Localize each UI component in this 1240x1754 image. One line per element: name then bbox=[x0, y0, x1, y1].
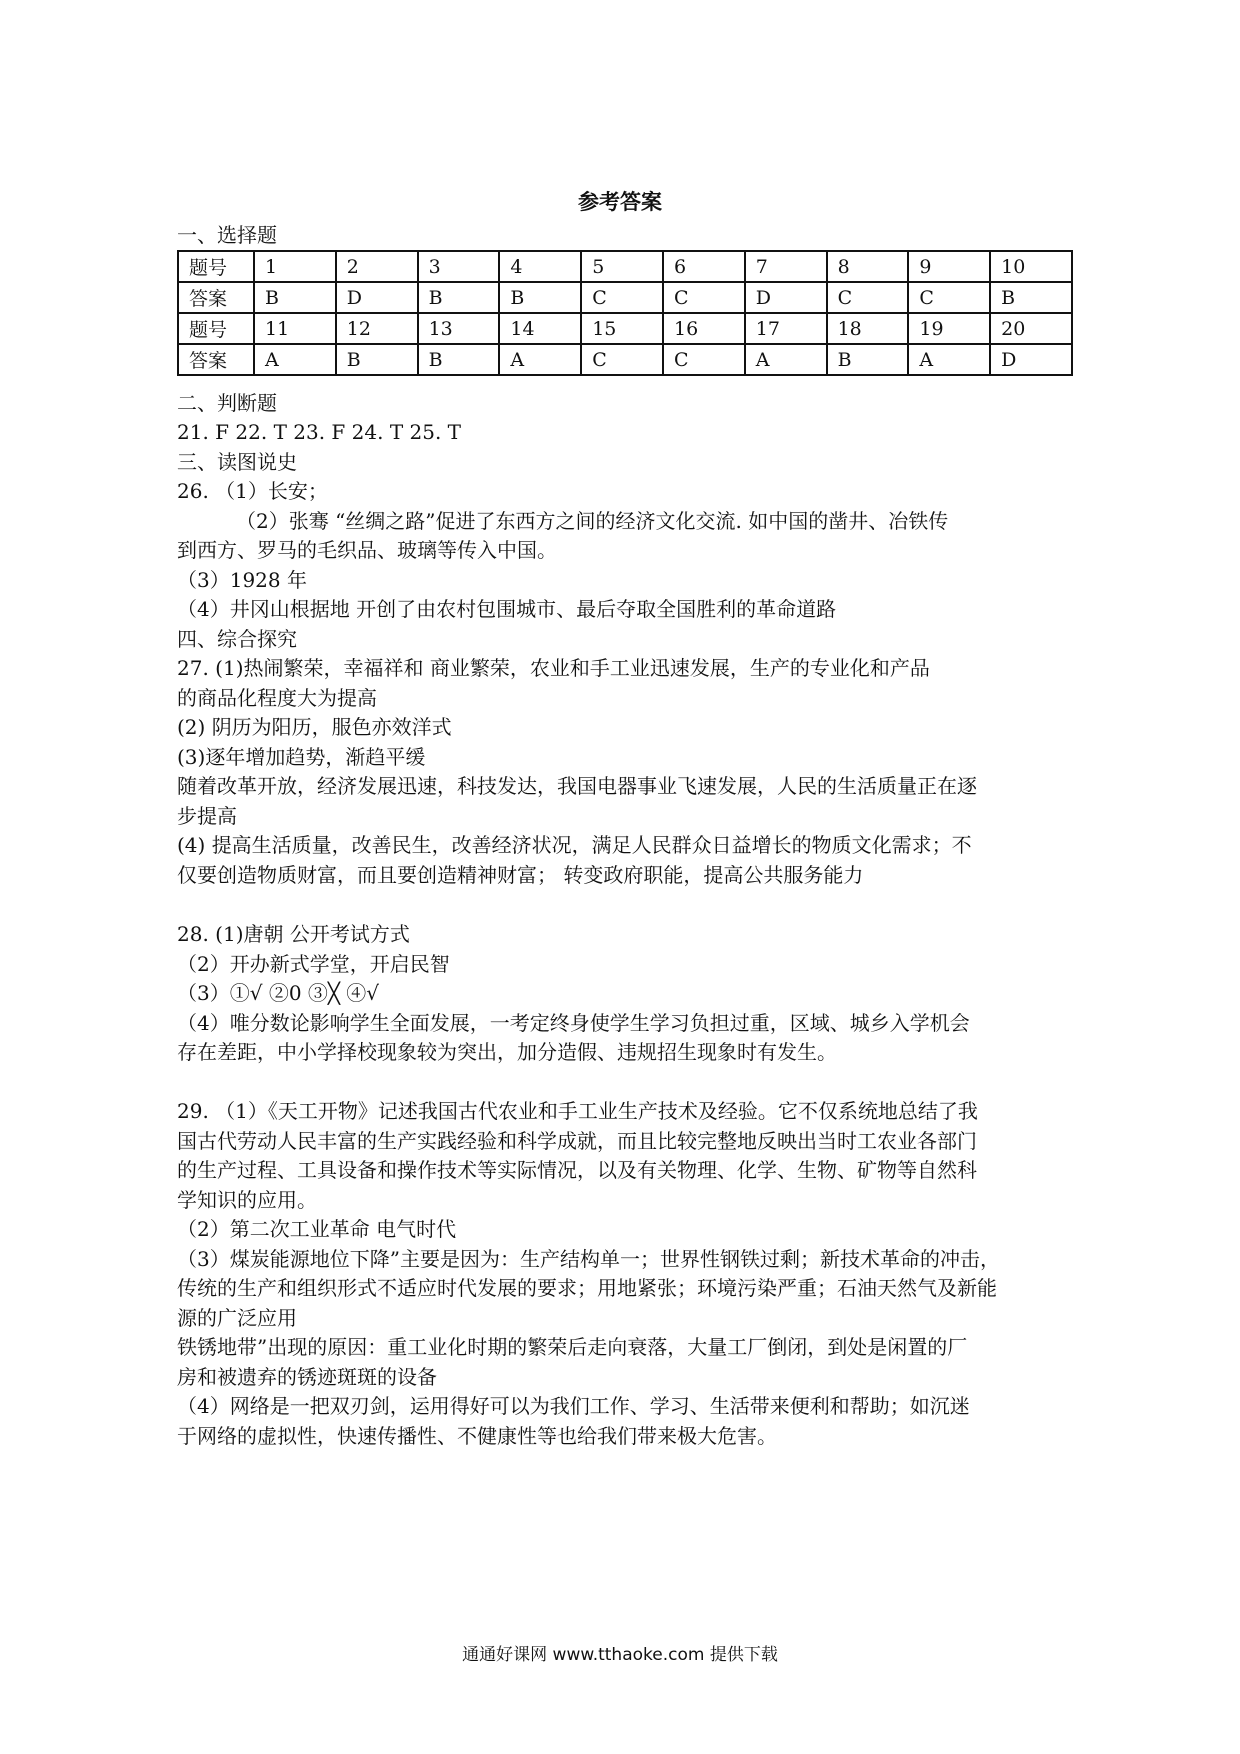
text-line: （3）1928 年 bbox=[177, 568, 307, 592]
table-cell: 13 bbox=[418, 313, 500, 344]
table-cell: 3 bbox=[418, 251, 500, 282]
table-row-label: 答案 bbox=[178, 282, 254, 313]
table-cell: 7 bbox=[745, 251, 827, 282]
table-cell: 14 bbox=[499, 313, 581, 344]
table-cell: A bbox=[745, 344, 827, 375]
table-cell: D bbox=[745, 282, 827, 313]
table-row-label: 题号 bbox=[178, 251, 254, 282]
text-line: 21. F 22. T 23. F 24. T 25. T bbox=[177, 420, 462, 444]
text-line: 的商品化程度大为提高 bbox=[177, 686, 377, 710]
text-line: 铁锈地带”出现的原因：重工业化时期的繁荣后走向衰落，大量工厂倒闭，到处是闲置的厂 bbox=[177, 1335, 968, 1359]
table-cell: B bbox=[418, 344, 500, 375]
text-line: 到西方、罗马的毛织品、玻璃等传入中国。 bbox=[177, 538, 557, 562]
table-cell: A bbox=[254, 344, 336, 375]
text-line: 27. (1)热闹繁荣，幸福祥和 商业繁荣，农业和手工业迅速发展，生产的专业化和产品 bbox=[177, 656, 930, 680]
table-cell: B bbox=[827, 344, 909, 375]
table-cell: A bbox=[499, 344, 581, 375]
table-cell: 19 bbox=[908, 313, 990, 344]
text-line: 29. （1）《天工开物》记述我国古代农业和手工业生产技术及经验。它不仅系统地总结了我 bbox=[177, 1099, 978, 1123]
text-line: （4）唯分数论影响学生全面发展，一考定终身使学生学习负担过重，区域、城乡入学机会 bbox=[177, 1011, 970, 1035]
text-line: 26. （1）长安； bbox=[177, 479, 328, 503]
table-row-label: 答案 bbox=[178, 344, 254, 375]
text-line: （3）①√ ②0 ③╳ ④√ bbox=[177, 981, 380, 1005]
text-line: 存在差距，中小学择校现象较为突出，加分造假、违规招生现象时有发生。 bbox=[177, 1040, 837, 1064]
text-line: 国古代劳动人民丰富的生产实践经验和科学成就，而且比较完整地反映出当时工农业各部门 bbox=[177, 1129, 977, 1153]
table-cell: B bbox=[990, 282, 1072, 313]
table-cell: 4 bbox=[499, 251, 581, 282]
table-cell: 8 bbox=[827, 251, 909, 282]
text-line: (2) 阴历为阳历，服色亦效洋式 bbox=[177, 715, 452, 739]
answer-table bbox=[177, 250, 1073, 376]
table-cell: 9 bbox=[908, 251, 990, 282]
table-cell: C bbox=[663, 282, 745, 313]
table-cell: C bbox=[908, 282, 990, 313]
page-title: 参考答案 bbox=[578, 190, 662, 214]
table-row-label: 题号 bbox=[178, 313, 254, 344]
table-cell: 12 bbox=[336, 313, 418, 344]
table-cell: B bbox=[254, 282, 336, 313]
text-line: 传统的生产和组织形式不适应时代发展的要求；用地紧张；环境污染严重；石油天然气及新能 bbox=[177, 1276, 997, 1300]
table-cell: D bbox=[336, 282, 418, 313]
text-line: 二、判断题 bbox=[177, 391, 277, 415]
table-cell: 17 bbox=[745, 313, 827, 344]
table-cell: 6 bbox=[663, 251, 745, 282]
text-line: 学知识的应用。 bbox=[177, 1188, 317, 1212]
text-line: （4）井冈山根据地 开创了由农村包围城市、最后夺取全国胜利的革命道路 bbox=[177, 597, 837, 621]
text-line: （3）煤炭能源地位下降”主要是因为：生产结构单一；世界性钢铁过剩；新技术革命的冲击， bbox=[177, 1247, 1000, 1271]
table-cell: 16 bbox=[663, 313, 745, 344]
table-cell: A bbox=[908, 344, 990, 375]
table-cell: C bbox=[827, 282, 909, 313]
table-cell: B bbox=[336, 344, 418, 375]
text-line: （2）开办新式学堂，开启民智 bbox=[177, 952, 450, 976]
text-line: (4) 提高生活质量，改善民生，改善经济状况，满足人民群众日益增长的物质文化需求；不 bbox=[177, 833, 972, 857]
table-cell: B bbox=[418, 282, 500, 313]
table-cell: C bbox=[581, 344, 663, 375]
text-line: 随着改革开放，经济发展迅速，科技发达，我国电器事业飞速发展，人民的生活质量正在逐 bbox=[177, 774, 977, 798]
table-cell: 20 bbox=[990, 313, 1072, 344]
text-line: 于网络的虚拟性，快速传播性、不健康性等也给我们带来极大危害。 bbox=[177, 1424, 777, 1448]
table-row bbox=[178, 344, 1072, 375]
table-row bbox=[178, 251, 1072, 282]
text-line: 源的广泛应用 bbox=[177, 1306, 297, 1330]
text-line: （2）张骞 “丝绸之路”促进了东西方之间的经济文化交流. 如中国的凿井、冶铁传 bbox=[236, 509, 949, 533]
text-line: 的生产过程、工具设备和操作技术等实际情况，以及有关物理、化学、生物、矿物等自然科 bbox=[177, 1158, 977, 1182]
table-cell: 18 bbox=[827, 313, 909, 344]
table-cell: 10 bbox=[990, 251, 1072, 282]
text-line: 步提高 bbox=[177, 804, 237, 828]
text-line: （2）第二次工业革命 电气时代 bbox=[177, 1217, 457, 1241]
footer-watermark: 通通好课网 www.tthaoke.com 提供下载 bbox=[462, 1645, 778, 1665]
table-cell: 5 bbox=[581, 251, 663, 282]
table-cell: 15 bbox=[581, 313, 663, 344]
table-row bbox=[178, 282, 1072, 313]
text-line: 仅要创造物质财富，而且要创造精神财富； 转变政府职能，提高公共服务能力 bbox=[177, 863, 864, 887]
text-line: （4）网络是一把双刃剑，运用得好可以为我们工作、学习、生活带来便利和帮助；如沉迷 bbox=[177, 1394, 970, 1418]
table-cell: C bbox=[581, 282, 663, 313]
table-cell: 1 bbox=[254, 251, 336, 282]
table-cell: D bbox=[990, 344, 1072, 375]
table-cell: B bbox=[499, 282, 581, 313]
table-cell: 11 bbox=[254, 313, 336, 344]
text-line: (3)逐年增加趋势，渐趋平缓 bbox=[177, 745, 426, 769]
text-line: 房和被遗弃的锈迹斑斑的设备 bbox=[177, 1365, 437, 1389]
section-heading-choice: 一、选择题 bbox=[177, 223, 277, 247]
text-line: 28. (1)唐朝 公开考试方式 bbox=[177, 922, 410, 946]
text-line: 三、读图说史 bbox=[177, 450, 297, 474]
table-row bbox=[178, 313, 1072, 344]
table-cell: C bbox=[663, 344, 745, 375]
table-cell: 2 bbox=[336, 251, 418, 282]
text-line: 四、综合探究 bbox=[177, 627, 297, 651]
